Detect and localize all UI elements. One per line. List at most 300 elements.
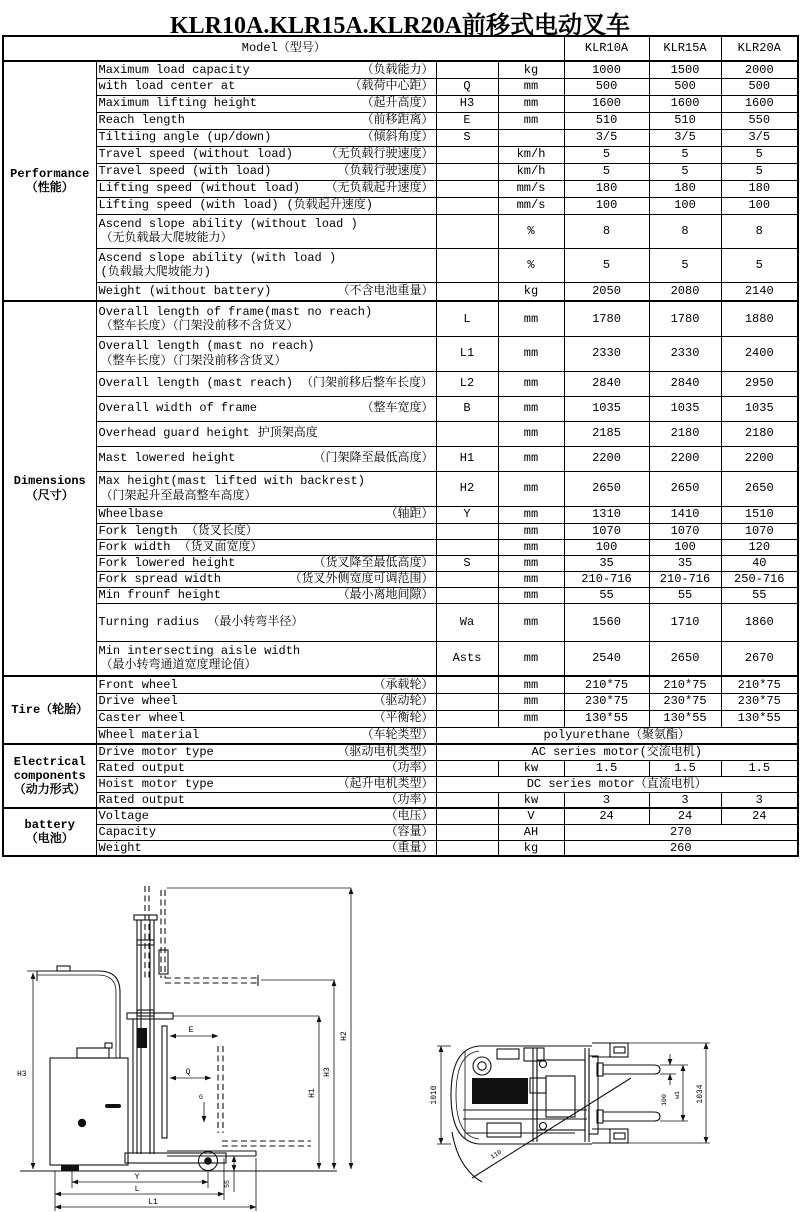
- unit-cell: mm: [498, 506, 564, 523]
- symbol-cell: [436, 248, 498, 282]
- spec-row: [3, 471, 798, 506]
- symbol-cell: [436, 282, 498, 301]
- value-cell: 24: [721, 808, 798, 824]
- value-cell: 3: [564, 792, 649, 808]
- value-cell: 2330: [649, 336, 721, 371]
- value-cell: 210*75: [649, 676, 721, 693]
- spec-row: [3, 197, 798, 214]
- symbol-cell: [436, 571, 498, 587]
- param-name-en: Min intersecting aisle width: [98, 644, 301, 659]
- unit-cell: mm: [498, 421, 564, 446]
- param-name-en: Drive wheel: [98, 694, 178, 709]
- spec-row: [3, 282, 798, 301]
- param-name-cell: [96, 78, 436, 95]
- param-name-en: Ascend slope ability (without load ): [98, 216, 358, 231]
- dim-label-h2: H2: [340, 1031, 349, 1041]
- section-label-line: （性能）: [25, 181, 74, 195]
- dim-label-y: Y: [134, 1173, 140, 1182]
- unit-cell: mm: [498, 396, 564, 421]
- value-cell: 2180: [721, 421, 798, 446]
- section-label-line: （电池）: [25, 832, 74, 846]
- section-label-line: （尺寸）: [25, 488, 74, 503]
- param-name-cn: （前移距离）: [361, 113, 434, 128]
- dim-label-1010: 1010: [430, 1085, 439, 1105]
- value-cell: 1070: [649, 523, 721, 539]
- value-cell: 5: [564, 248, 649, 282]
- symbol-cell: [436, 539, 498, 555]
- value-cell: 100: [564, 197, 649, 214]
- param-name-cell: [96, 727, 436, 744]
- value-cell: 3: [721, 792, 798, 808]
- spec-table: [2, 35, 799, 857]
- value-cell: 2200: [649, 446, 721, 471]
- model-name: KLR20A: [721, 36, 798, 61]
- symbol-cell: Q: [436, 78, 498, 95]
- param-name-cell: [96, 129, 436, 146]
- value-cell: 1410: [649, 506, 721, 523]
- value-cell: 1600: [564, 95, 649, 112]
- value-cell: 8: [649, 214, 721, 248]
- spec-row: [3, 506, 798, 523]
- param-name-cn: （平衡轮）: [373, 711, 434, 726]
- symbol-cell: H3: [436, 95, 498, 112]
- value-cell: 180: [649, 180, 721, 197]
- unit-cell: mm: [498, 676, 564, 693]
- param-name-cn: （整车宽度）: [361, 401, 434, 416]
- param-name-cn: （负载能力）: [361, 62, 434, 77]
- symbol-cell: Y: [436, 506, 498, 523]
- symbol-cell: [436, 808, 498, 824]
- section-label-line: Dimensions: [13, 474, 86, 489]
- unit-cell: kg: [498, 840, 564, 856]
- param-name-en: Lifting speed (without load): [98, 181, 301, 196]
- value-cell: 500: [649, 78, 721, 95]
- param-name-cn: （整车长度）（门架没前移含货叉）: [100, 353, 287, 368]
- param-name-cell: [96, 446, 436, 471]
- param-name-cn: （无负载起升速度）: [325, 181, 434, 196]
- value-cell: 1780: [564, 301, 649, 336]
- value-cell: 1860: [721, 603, 798, 641]
- param-name-cn: (负载最大爬坡能力): [100, 265, 211, 279]
- top-view-drawing: [425, 1018, 800, 1203]
- param-name-cn: （最小转弯半径）: [207, 614, 304, 629]
- spec-row: [3, 371, 798, 396]
- value-cell: 1035: [564, 396, 649, 421]
- value-cell: 5: [564, 146, 649, 163]
- unit-cell: mm: [498, 571, 564, 587]
- value-cell: 100: [649, 197, 721, 214]
- param-name-cell: [96, 396, 436, 421]
- unit-cell: mm: [498, 523, 564, 539]
- unit-cell: km/h: [498, 163, 564, 180]
- spec-row: [3, 112, 798, 129]
- param-name-cell: [96, 824, 436, 840]
- value-cell: 1070: [564, 523, 649, 539]
- param-name-en: Overhead guard height: [98, 426, 250, 441]
- param-name-cn: （不含电池重量）: [337, 284, 434, 299]
- spec-row: [3, 744, 798, 760]
- unit-cell: mm: [498, 371, 564, 396]
- spec-row: [3, 676, 798, 693]
- param-name-cell: [96, 163, 436, 180]
- symbol-cell: [436, 180, 498, 197]
- value-cell: 5: [649, 248, 721, 282]
- section-label: [3, 676, 96, 744]
- dim-label-l: L: [134, 1185, 140, 1194]
- symbol-cell: [436, 214, 498, 248]
- param-name-cell: [96, 676, 436, 693]
- param-name-en: Fork width: [98, 539, 171, 554]
- param-name-cell: [96, 112, 436, 129]
- param-name-cell: [96, 180, 436, 197]
- value-cell: 55: [721, 587, 798, 603]
- span-value-cell: DC series motor（直流电机）: [436, 776, 798, 792]
- param-name-en: Capacity: [98, 824, 157, 839]
- truck-top-outline: [451, 1043, 660, 1182]
- symbol-cell: H2: [436, 471, 498, 506]
- dim-label-q: Q: [185, 1068, 191, 1077]
- truck-side-outline: [20, 886, 337, 1171]
- unit-cell: mm: [498, 641, 564, 676]
- value-cell: 1560: [564, 603, 649, 641]
- value-cell: 2650: [721, 471, 798, 506]
- symbol-cell: Asts: [436, 641, 498, 676]
- param-name-cell: [96, 840, 436, 856]
- unit-cell: V: [498, 808, 564, 824]
- spec-row: [3, 776, 798, 792]
- spec-row: [3, 555, 798, 571]
- value-cell: 2000: [721, 61, 798, 78]
- unit-cell: mm: [498, 301, 564, 336]
- spec-row: [3, 336, 798, 371]
- param-name-en: Wheel material: [98, 728, 200, 743]
- model-header-cell: Model（型号）: [3, 36, 564, 61]
- param-name-cell: [96, 471, 436, 506]
- unit-cell: mm: [498, 336, 564, 371]
- span-value-cell: polyurethane（聚氨酯）: [436, 727, 798, 744]
- spec-row: [3, 710, 798, 727]
- value-cell: 35: [649, 555, 721, 571]
- param-name-cell: [96, 248, 436, 282]
- spec-row: [3, 587, 798, 603]
- value-cell: 8: [564, 214, 649, 248]
- param-name-cn: （货叉面宽度）: [178, 539, 263, 554]
- symbol-cell: [436, 840, 498, 856]
- param-name-en: Max height(mast lifted with backrest): [98, 474, 365, 489]
- spec-row: [3, 760, 798, 776]
- param-name-cell: [96, 744, 436, 760]
- param-name-cn: （容量）: [385, 824, 434, 839]
- param-name-cn: （起升电机类型）: [337, 776, 434, 791]
- symbol-cell: [436, 197, 498, 214]
- section-label-line: Electrical: [13, 754, 86, 769]
- param-name-en: Weight (without battery): [98, 284, 272, 299]
- value-cell: 210-716: [649, 571, 721, 587]
- value-cell: 1600: [649, 95, 721, 112]
- value-cell: 2950: [721, 371, 798, 396]
- unit-cell: mm/s: [498, 180, 564, 197]
- param-name-cell: [96, 336, 436, 371]
- param-name-cn: （承载轮）: [373, 677, 434, 692]
- param-name-cell: [96, 587, 436, 603]
- symbol-cell: L2: [436, 371, 498, 396]
- value-cell: 1035: [721, 396, 798, 421]
- dim-label-h3-left: H3: [17, 1070, 27, 1079]
- symbol-cell: S: [436, 129, 498, 146]
- value-cell: 1035: [649, 396, 721, 421]
- param-name-en: Fork spread width: [98, 571, 221, 586]
- unit-cell: mm: [498, 693, 564, 710]
- param-name-en: Drive motor type: [98, 745, 214, 760]
- param-name-en: Ascend slope ability (with load ): [98, 250, 337, 265]
- value-cell: 130*55: [721, 710, 798, 727]
- param-name-en: Voltage: [98, 809, 149, 824]
- unit-cell: mm: [498, 587, 564, 603]
- unit-cell: kg: [498, 61, 564, 78]
- param-name-cn: （货叉长度）: [185, 523, 258, 538]
- param-name-cn: （门架前移后整车长度）: [300, 376, 433, 391]
- param-name-cell: [96, 808, 436, 824]
- symbol-cell: [436, 760, 498, 776]
- value-cell: 3/5: [649, 129, 721, 146]
- unit-cell: mm: [498, 446, 564, 471]
- value-cell: 230*75: [721, 693, 798, 710]
- param-name-cell: [96, 301, 436, 336]
- dim-label-clearance: 55: [224, 1180, 231, 1188]
- param-name-en: Wheelbase: [98, 507, 164, 522]
- unit-cell: mm: [498, 603, 564, 641]
- symbol-cell: [436, 824, 498, 840]
- value-cell: 2140: [721, 282, 798, 301]
- param-name-cell: [96, 571, 436, 587]
- param-name-en: with load center at: [98, 79, 236, 94]
- param-name-cell: [96, 710, 436, 727]
- unit-cell: mm: [498, 78, 564, 95]
- param-name-cn: （负载行驶速度）: [337, 164, 434, 179]
- spec-row: [3, 421, 798, 446]
- spec-row: [3, 824, 798, 840]
- param-name-cell: [96, 506, 436, 523]
- value-cell: 3/5: [564, 129, 649, 146]
- value-cell: 55: [564, 587, 649, 603]
- spec-row: [3, 61, 798, 78]
- dim-label-l1: L1: [148, 1198, 158, 1207]
- unit-cell: kw: [498, 760, 564, 776]
- value-cell: 5: [721, 248, 798, 282]
- symbol-cell: [436, 421, 498, 446]
- param-name-en: Fork length: [98, 523, 178, 538]
- symbol-cell: L: [436, 301, 498, 336]
- spec-row: [3, 78, 798, 95]
- unit-cell: kg: [498, 282, 564, 301]
- value-cell: 1710: [649, 603, 721, 641]
- spec-row: [3, 523, 798, 539]
- value-cell: 5: [721, 163, 798, 180]
- section-label: [3, 744, 96, 808]
- spec-row: [3, 301, 798, 336]
- value-cell: 1880: [721, 301, 798, 336]
- unit-cell: %: [498, 248, 564, 282]
- section-label-line: （动力形式）: [13, 783, 86, 798]
- value-cell: 2080: [649, 282, 721, 301]
- value-cell: 2185: [564, 421, 649, 446]
- value-cell: 100: [649, 539, 721, 555]
- unit-cell: AH: [498, 824, 564, 840]
- param-name-cell: [96, 214, 436, 248]
- value-cell: 2330: [564, 336, 649, 371]
- param-name-cn: （驱动电机类型）: [337, 745, 434, 760]
- param-name-cn: （轴距）: [385, 507, 434, 522]
- value-cell: 1.5: [721, 760, 798, 776]
- param-name-en: Maximum lifting height: [98, 96, 257, 111]
- value-cell: 2200: [564, 446, 649, 471]
- param-name-cn: （整车长度）（门架没前移不含货叉）: [100, 318, 299, 333]
- section-label-line: battery: [24, 817, 75, 832]
- value-cell: 1070: [721, 523, 798, 539]
- param-name-en: Overall length (mast reach): [98, 376, 293, 391]
- value-cell: 130*55: [564, 710, 649, 727]
- param-name-en: Overall width of frame: [98, 401, 257, 416]
- spec-row: [3, 727, 798, 744]
- param-name-cell: [96, 641, 436, 676]
- param-name-cn: （倾斜角度）: [361, 130, 434, 145]
- param-name-cn: （无负载最大爬坡能力）: [100, 231, 233, 245]
- section-label: [3, 301, 96, 676]
- value-cell: 1310: [564, 506, 649, 523]
- param-name-cn: （驱动轮）: [373, 694, 434, 709]
- symbol-cell: [436, 676, 498, 693]
- dim-label-e: E: [188, 1026, 194, 1035]
- symbol-cell: L1: [436, 336, 498, 371]
- model-name: KLR10A: [564, 36, 649, 61]
- param-name-cn: （功率）: [385, 760, 434, 775]
- value-cell: 5: [564, 163, 649, 180]
- symbol-cell: E: [436, 112, 498, 129]
- symbol-cell: [436, 693, 498, 710]
- value-cell: 3: [649, 792, 721, 808]
- param-name-en: Caster wheel: [98, 711, 185, 726]
- spec-row: [3, 248, 798, 282]
- symbol-cell: S: [436, 555, 498, 571]
- dim-label-100: 100: [661, 1094, 668, 1106]
- value-cell: 180: [564, 180, 649, 197]
- spec-row: [3, 146, 798, 163]
- value-cell: 2840: [564, 371, 649, 396]
- param-name-cell: [96, 197, 436, 214]
- symbol-cell: [436, 61, 498, 78]
- value-cell: 55: [649, 587, 721, 603]
- param-name-cn: （无负载行驶速度）: [325, 147, 434, 162]
- value-cell: 100: [721, 197, 798, 214]
- param-name-cn: （车轮类型）: [361, 728, 434, 743]
- param-name-en: Rated output: [98, 760, 185, 775]
- value-cell: 24: [649, 808, 721, 824]
- param-name-en: Rated output: [98, 792, 185, 807]
- span-value-cell: AC series motor(交流电机): [436, 744, 798, 760]
- value-cell: 3/5: [721, 129, 798, 146]
- param-name-en: Travel speed (with load): [98, 164, 272, 179]
- symbol-cell: [436, 710, 498, 727]
- param-name-cn: 护顶架高度: [257, 426, 318, 441]
- symbol-cell: [436, 146, 498, 163]
- param-name-cell: [96, 421, 436, 446]
- spec-row: [3, 95, 798, 112]
- value-cell: 510: [649, 112, 721, 129]
- spec-row: [3, 129, 798, 146]
- param-name-en: Hoist motor type: [98, 776, 214, 791]
- value-cell: 1000: [564, 61, 649, 78]
- param-name-cell: [96, 555, 436, 571]
- param-name-en: Travel speed (without load): [98, 147, 293, 162]
- param-name-cell: [96, 760, 436, 776]
- value-cell: 2180: [649, 421, 721, 446]
- value-cell: 500: [564, 78, 649, 95]
- unit-cell: mm: [498, 539, 564, 555]
- value-cell: 2650: [649, 471, 721, 506]
- merged-value-cell: 270: [564, 824, 798, 840]
- param-name-cell: [96, 693, 436, 710]
- value-cell: 1780: [649, 301, 721, 336]
- dim-label-g: G: [199, 1094, 203, 1101]
- spec-row: [3, 446, 798, 471]
- value-cell: 500: [721, 78, 798, 95]
- unit-cell: mm: [498, 710, 564, 727]
- value-cell: 2540: [564, 641, 649, 676]
- value-cell: 2650: [649, 641, 721, 676]
- spec-row: [3, 396, 798, 421]
- param-name-en: Turning radius: [98, 614, 200, 629]
- value-cell: 40: [721, 555, 798, 571]
- param-name-cn: （门架降至最低高度）: [313, 451, 434, 466]
- param-name-en: Tiltiing angle (up/down): [98, 130, 272, 145]
- value-cell: 120: [721, 539, 798, 555]
- value-cell: 5: [649, 163, 721, 180]
- param-name-en: Min frounf height: [98, 587, 221, 602]
- param-name-cn: （门架起升至最高整车高度）: [100, 488, 257, 503]
- model-name: KLR15A: [649, 36, 721, 61]
- param-name-cell: [96, 523, 436, 539]
- unit-cell: km/h: [498, 146, 564, 163]
- param-name-cell: [96, 282, 436, 301]
- value-cell: 2670: [721, 641, 798, 676]
- spec-row: [3, 214, 798, 248]
- unit-cell: kw: [498, 792, 564, 808]
- value-cell: 510: [564, 112, 649, 129]
- value-cell: 1.5: [564, 760, 649, 776]
- value-cell: 250-716: [721, 571, 798, 587]
- dim-label-h1: H1: [308, 1088, 317, 1098]
- unit-cell: mm: [498, 112, 564, 129]
- value-cell: 180: [721, 180, 798, 197]
- symbol-cell: [436, 587, 498, 603]
- param-name-en: Maximum load capacity: [98, 62, 250, 77]
- param-name-cn: （功率）: [385, 792, 434, 807]
- dim-label-w1: w1: [674, 1091, 681, 1099]
- value-cell: 35: [564, 555, 649, 571]
- param-name-cn: （起升高度）: [361, 96, 434, 111]
- spec-row: [3, 840, 798, 856]
- param-name-en: Overall length of frame(mast no reach): [98, 304, 373, 319]
- spec-row: [3, 180, 798, 197]
- unit-cell: mm: [498, 95, 564, 112]
- value-cell: 1.5: [649, 760, 721, 776]
- side-dimension-labels: [17, 1026, 349, 1207]
- spec-row: [3, 571, 798, 587]
- dim-label-steer-angle: 110: [489, 1148, 504, 1161]
- value-cell: 8: [721, 214, 798, 248]
- unit-cell: mm: [498, 555, 564, 571]
- value-cell: 1500: [649, 61, 721, 78]
